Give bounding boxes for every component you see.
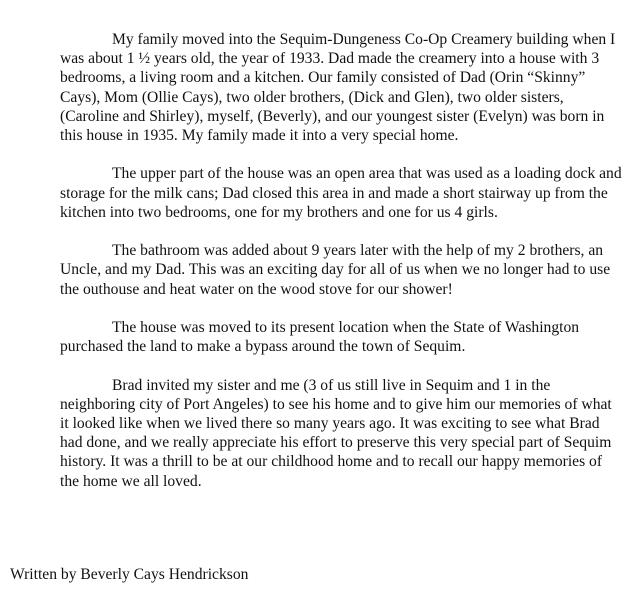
text-line: bedrooms, a living room and a kitchen. Our family consisted of Dad (Orin “Skinny” xyxy=(60,69,586,87)
text-line: had done, and we really appreciate his effort to preserve this very special part of Sequim xyxy=(60,434,612,452)
paragraph-bathroom xyxy=(10,241,632,299)
paragraph-brad-visit xyxy=(10,376,632,491)
paragraph-upper-part xyxy=(10,164,632,222)
text-line: the home we all loved. xyxy=(60,472,202,490)
paragraph-family-history xyxy=(10,30,632,145)
text-line: (Caroline and Shirley), myself, (Beverly), and our youngest sister (Evelyn) was born in xyxy=(60,107,605,125)
author-signature-line: Written by Beverly Cays Hendrickson xyxy=(10,566,249,583)
text-line: The upper part of the house was an open area that was used as a loading dock and xyxy=(112,165,622,183)
text-line: neighboring city of Port Angeles) to see his home and to give him our memories of what xyxy=(60,395,612,413)
text-line: Brad invited my sister and me (3 of us still live in Sequim and 1 in the xyxy=(112,376,551,394)
text-line: kitchen into two bedrooms, one for my brothers and one for us 4 girls. xyxy=(60,203,498,221)
text-line: Uncle, and my Dad. This was an exciting day for all of us when we no longer had to use xyxy=(60,261,611,279)
text-line: storage for the milk cans; Dad closed this area in and made a short stairway up from the xyxy=(60,184,608,202)
text-line: purchased the land to make a bypass around the town of Sequim. xyxy=(60,338,466,356)
text-line: it looked like when we lived there so many years ago. It was exciting to see what Brad xyxy=(60,415,600,432)
text-line: this house in 1935. My family made it into a very special home. xyxy=(60,127,459,145)
paragraph-house-moved xyxy=(10,318,632,356)
text-line: My family moved into the Sequim-Dungeness Co-Op Creamery building when I xyxy=(112,31,616,48)
text-line: The house was moved to its present location when the State of Washington xyxy=(112,319,580,336)
text-line: history. It was a thrill to be at our childhood home and to recall our happy memories of xyxy=(60,453,603,471)
text-line: was about 1 ½ years old, the year of 1933. Dad made the creamery into a house with 3 xyxy=(60,50,600,68)
text-line: Cays), Mom (Ollie Cays), two older brothers, (Dick and Glen), two older sisters, xyxy=(60,88,564,106)
text-line: The bathroom was added about 9 years later with the help of my 2 brothers, an xyxy=(112,242,604,260)
document-body xyxy=(10,30,632,510)
text-line: the outhouse and heat water on the wood stove for our shower! xyxy=(60,280,453,298)
